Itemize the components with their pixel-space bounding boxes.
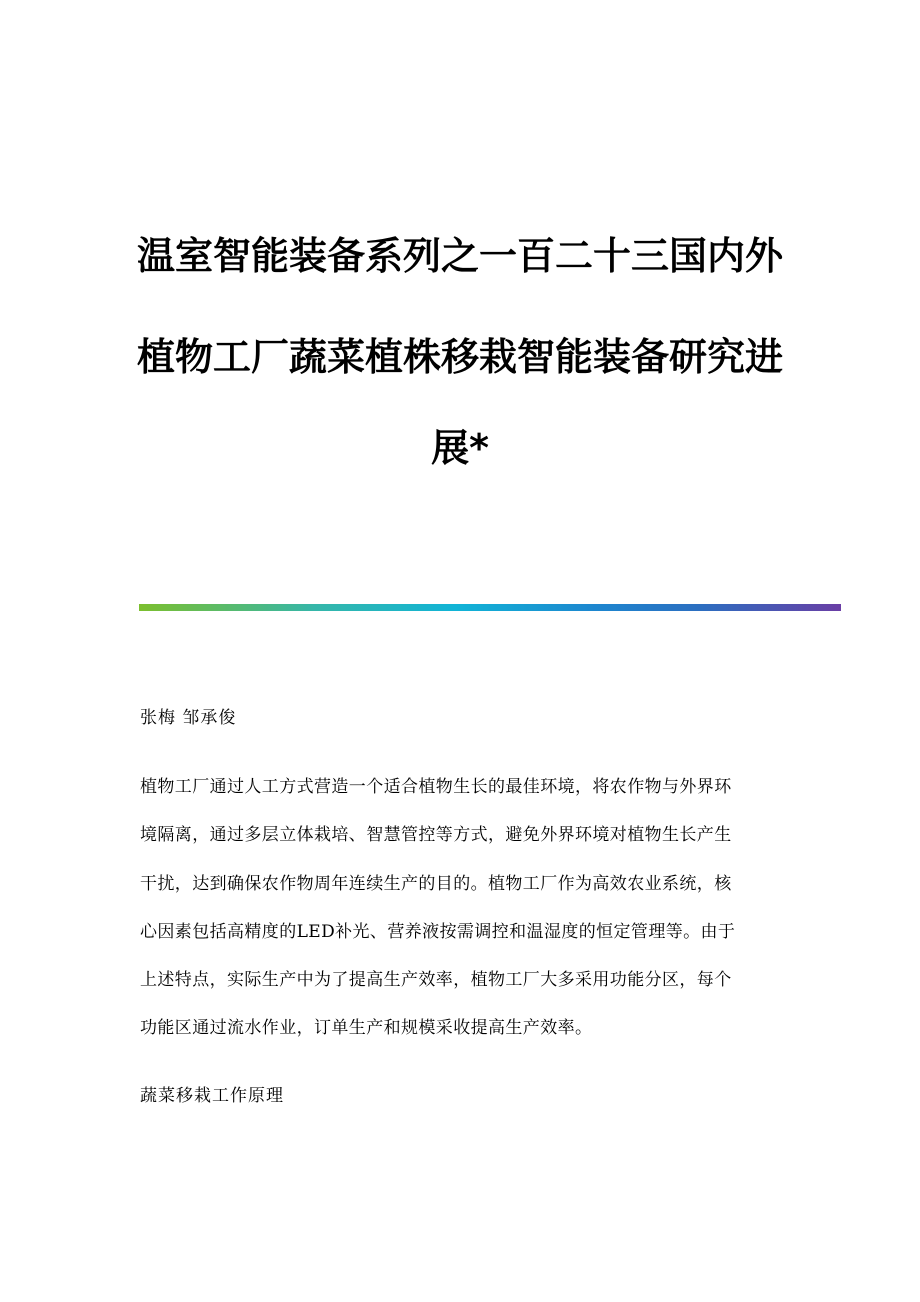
abstract-line-4: 心因素包括高精度的LED补光、营养液按需调控和温湿度的恒定管理等。由于 xyxy=(140,922,736,942)
abstract-line-5: 上述特点，实际生产中为了提高生产效率，植物工厂大多采用功能分区，每个 xyxy=(140,970,732,990)
document-title-line-2: 植物工厂蔬菜植株移栽智能装备研究进 xyxy=(136,335,783,379)
document-title-line-3: 展* xyxy=(431,426,489,470)
abstract-line-6: 功能区通过流水作业，订单生产和规模采收提高生产效率。 xyxy=(140,1018,593,1038)
gradient-divider xyxy=(139,604,841,611)
document-title-line-1: 温室智能装备系列之一百二十三国内外 xyxy=(136,234,783,278)
section-heading: 蔬菜移栽工作原理 xyxy=(140,1086,284,1106)
abstract-line-3: 干扰，达到确保农作物周年连续生产的目的。植物工厂作为高效农业系统，核 xyxy=(140,874,732,894)
authors: 张梅 邹承俊 xyxy=(140,708,237,728)
abstract-line-1: 植物工厂通过人工方式营造一个适合植物生长的最佳环境，将农作物与外界环 xyxy=(140,777,732,797)
abstract-line-2: 境隔离，通过多层立体栽培、智慧管控等方式，避免外界环境对植物生长产生 xyxy=(140,825,732,845)
